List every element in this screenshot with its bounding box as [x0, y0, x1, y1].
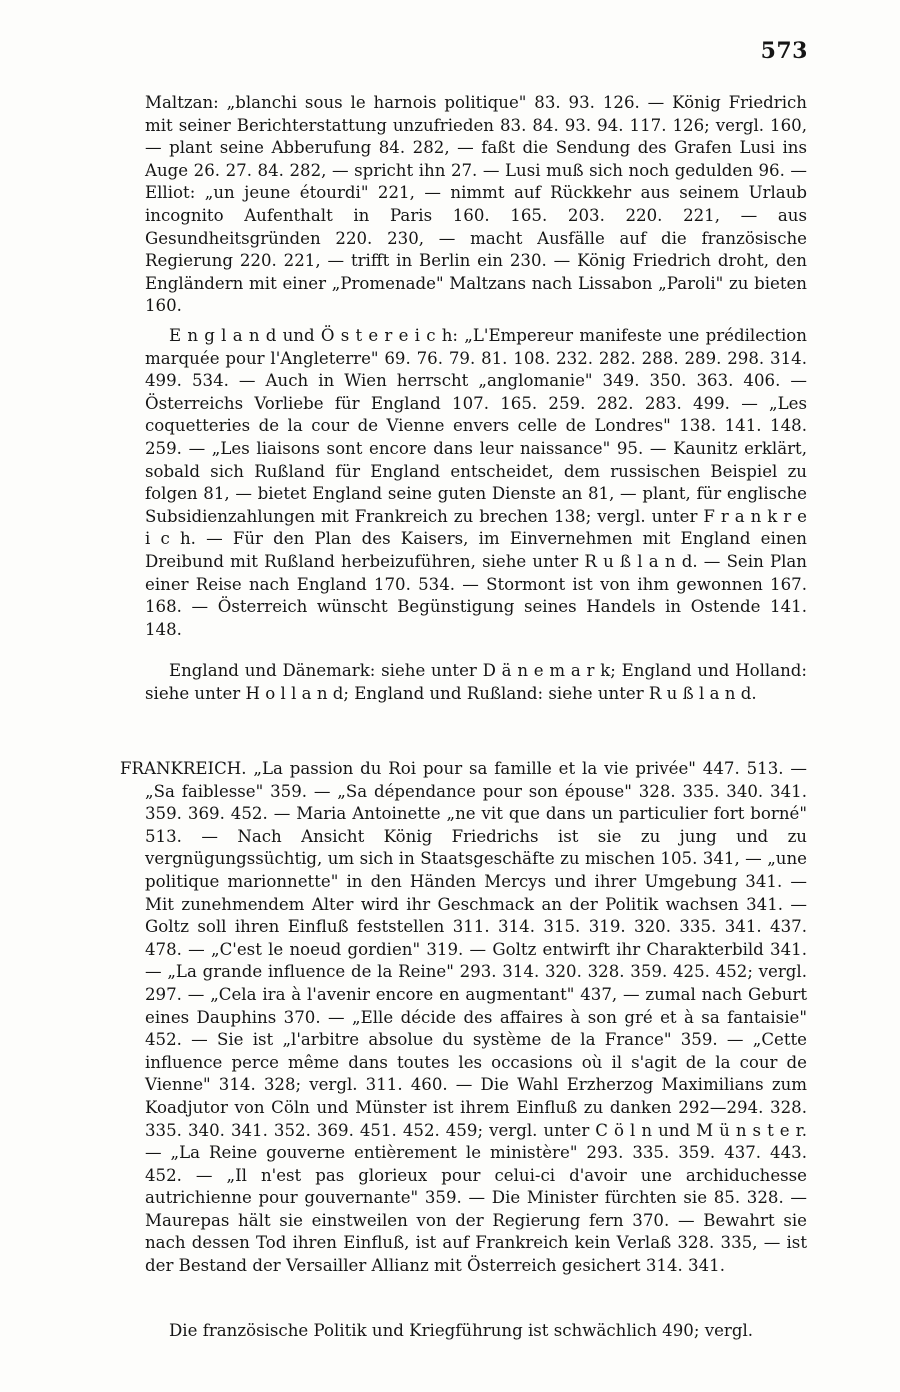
paragraph: England und Dänemark: siehe unter D ä n e m a r k; England und Holland: siehe unter H o l l a n d; England und Rußland: siehe unter R u ß l a n d.	[145, 661, 807, 703]
paragraph: Maltzan: „blanchi sous le harnois politique" 83. 93. 126. — König Friedrich mit seiner Berichterstattung unzufrieden 83. 84. 93. 94. 117. 126; vergl. 160, — plant seine Abberufung 84. 282, — faßt die Sendung des Grafen Lusi ins Auge 26. 27. 84. 282, — spricht ihn 27. — Lusi muß sich noch gedulden 96. — Elliot: „un jeune étourdi" 221, — nimmt auf Rückkehr aus seinem Urlaub incognito Aufenthalt in Paris 160. 165. 203. 220. 221, — aus Gesundheitsgründen 220. 230, — macht Ausfälle auf die französische Regierung 220. 221, — trifft in Berlin ein 230. — König Friedrich droht, den Engländern mit einer „Promenade" Maltzans nach Lissabon „Paroli" zu bieten 160.	[145, 93, 807, 316]
index-entry-frankreich	[120, 758, 807, 1278]
index-entry-maltzan	[145, 92, 807, 318]
paragraph: Die französische Politik und Kriegführung ist schwächlich 490; vergl.	[169, 1321, 754, 1340]
index-entry-england-oesterreich	[145, 325, 807, 641]
index-entry-england-cross-references	[145, 660, 807, 705]
index-entry-franzoesische-politik	[145, 1320, 807, 1343]
paragraph: E n g l a n d und Ö s t e r e i c h: „L'Empereur manifeste une prédilection marquée pour l'Angleterre" 69. 76. 79. 81. 108. 232. 282. 288. 289. 298. 314. 499. 534. — Auch in Wien herrscht „anglomanie" 349. 350. 363. 406. — Österreichs Vorliebe für England 107. 165. 259. 282. 283. 499. — „Les coquetteries de la cour de Vienne envers celle de Londres" 138. 141. 148. 259. — „Les liaisons sont encore dans leur naissance" 95. — Kaunitz erklärt, sobald sich Rußland für England entscheidet, dem russischen Beispiel zu folgen 81, — bietet England seine guten Dienste an 81, — plant, für englische Subsidienzahlungen mit Frankreich zu brechen 138; vergl. unter F r a n k r e i c h. — Für den Plan des Kaisers, im Einvernehmen mit England einen Dreibund mit Rußland herbeizuführen, siehe unter R u ß l a n d. — Sein Plan einer Reise nach England 170. 534. — Stormont ist von ihm gewonnen 167. 168. — Österreich wünscht Begünstigung seines Handels in Ostende 141. 148.	[145, 326, 807, 639]
paragraph: FRANKREICH. „La passion du Roi pour sa famille et la vie privée" 447. 513. — „Sa faiblesse" 359. — „Sa dépendance pour son épouse" 328. 335. 340. 341. 359. 369. 452. — Maria Antoinette „ne vit que dans un particulier fort borné" 513. — Nach Ansicht König Friedrichs ist sie zu jung und zu vergnügungssüchtig, um sich in Staatsgeschäfte zu mischen 105. 341, — „une politique marionnette" in den Händen Mercys und ihrer Umgebung 341. — Mit zunehmendem Alter wird ihr Geschmack an der Politik wachsen 341. — Goltz soll ihren Einfluß feststellen 311. 314. 315. 319. 320. 335. 341. 437. 478. — „C'est le noeud gordien" 319. — Goltz entwirft ihr Charakterbild 341. — „La grande influence de la Reine" 293. 314. 320. 328. 359. 425. 452; vergl. 297. — „Cela ira à l'avenir encore en augmentant" 437, — zumal nach Geburt eines Dauphins 370. — „Elle décide des affaires à son gré et à sa fantaisie" 452. — Sie ist „l'arbitre absolue du système de la France" 359. — „Cette influence perce même dans toutes les occasions où il s'agit de la cour de Vienne" 314. 328; vergl. 311. 460. — Die Wahl Erzherzog Maximilians zum Koadjutor von Cöln und Münster ist ihrem Einfluß zu danken 292—294. 328. 335. 340. 341. 352. 369. 451. 452. 459; vergl. unter C ö l n und M ü n s t e r. — „La Reine gouverne entièrement le ministère" 293. 335. 359. 437. 443. 452. — „Il n'est pas glorieux pour celui-ci d'avoir une archiduchesse autrichienne pour gouvernante" 359. — Die Minister fürchten sie 85. 328. — Maurepas hält sie einstweilen von der Regierung fern 370. — Bewahrt sie nach dessen Tod ihren Einfluß, ist auf Frankreich kein Verlaß 328. 335, — ist der Bestand der Versailler Allianz mit Österreich gesichert 314. 341.	[120, 759, 807, 1276]
page-number: 573	[760, 38, 808, 64]
